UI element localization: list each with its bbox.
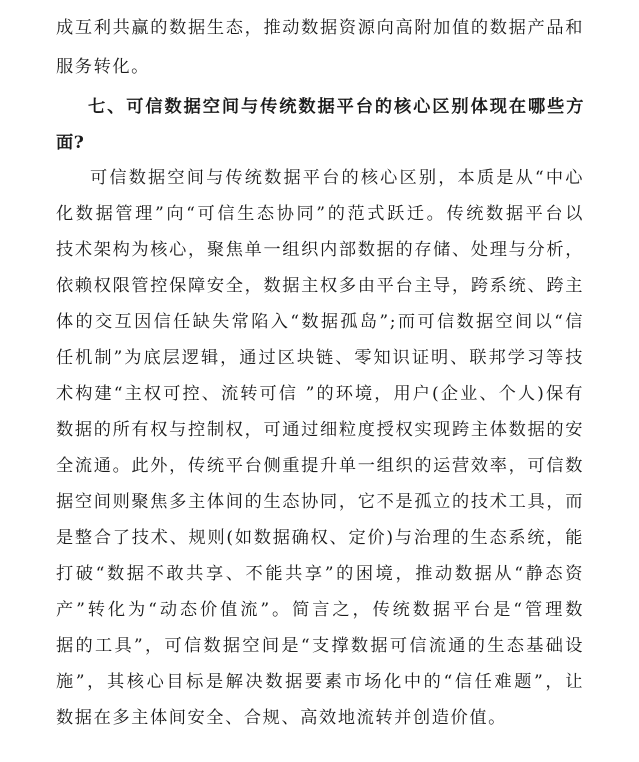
- section-heading-line-1: 七、可信数据空间与传统数据平台的核心区别体现在哪些方: [88, 97, 584, 117]
- intro-line-2: 服务转化。: [56, 57, 150, 77]
- body-line-15: 施”，其核心目标是解决数据要素市场化中的“信任难题”，让: [56, 672, 584, 692]
- body-line-7: 术构建“主权可控、流转可信 ”的环境，用户(企业、个人)保有: [56, 384, 584, 404]
- section-heading-line-2: 面?: [56, 133, 85, 153]
- body-line-8: 数据的所有权与控制权，可通过细粒度授权实现跨主体数据的安: [56, 420, 584, 440]
- body-line-1: 可信数据空间与传统数据平台的核心区别，本质是从“中心: [90, 168, 584, 188]
- body-line-13: 产”转化为“动态价值流”。简言之，传统数据平台是“管理数: [56, 600, 584, 620]
- body-line-12: 打破“数据不敢共享、不能共享”的困境，推动数据从“静态资: [56, 564, 584, 584]
- body-line-16: 数据在多主体间安全、合规、高效地流转并创造价值。: [56, 708, 507, 728]
- body-line-9: 全流通。此外，传统平台侧重提升单一组织的运营效率，可信数: [56, 456, 584, 476]
- body-line-3: 技术架构为核心，聚焦单一组织内部数据的存储、处理与分析，: [56, 240, 584, 260]
- body-line-5: 体的交互因信任缺失常陷入“数据孤岛”;而可信数据空间以“信: [56, 312, 584, 332]
- body-line-10: 据空间则聚焦多主体间的生态协同，它不是孤立的技术工具，而: [56, 492, 584, 512]
- intro-line-1: 成互利共赢的数据生态，推动数据资源向高附加值的数据产品和: [56, 18, 584, 38]
- body-line-14: 据的工具”，可信数据空间是“支撑数据可信流通的生态基础设: [56, 636, 584, 656]
- body-line-2: 化数据管理”向“可信生态协同”的范式跃迁。传统数据平台以: [56, 204, 584, 224]
- body-line-6: 任机制”为底层逻辑，通过区块链、零知识证明、联邦学习等技: [56, 348, 584, 368]
- body-line-11: 是整合了技术、规则(如数据确权、定价)与治理的生态系统，能: [56, 528, 584, 548]
- body-line-4: 依赖权限管控保障安全，数据主权多由平台主导，跨系统、跨主: [56, 276, 584, 296]
